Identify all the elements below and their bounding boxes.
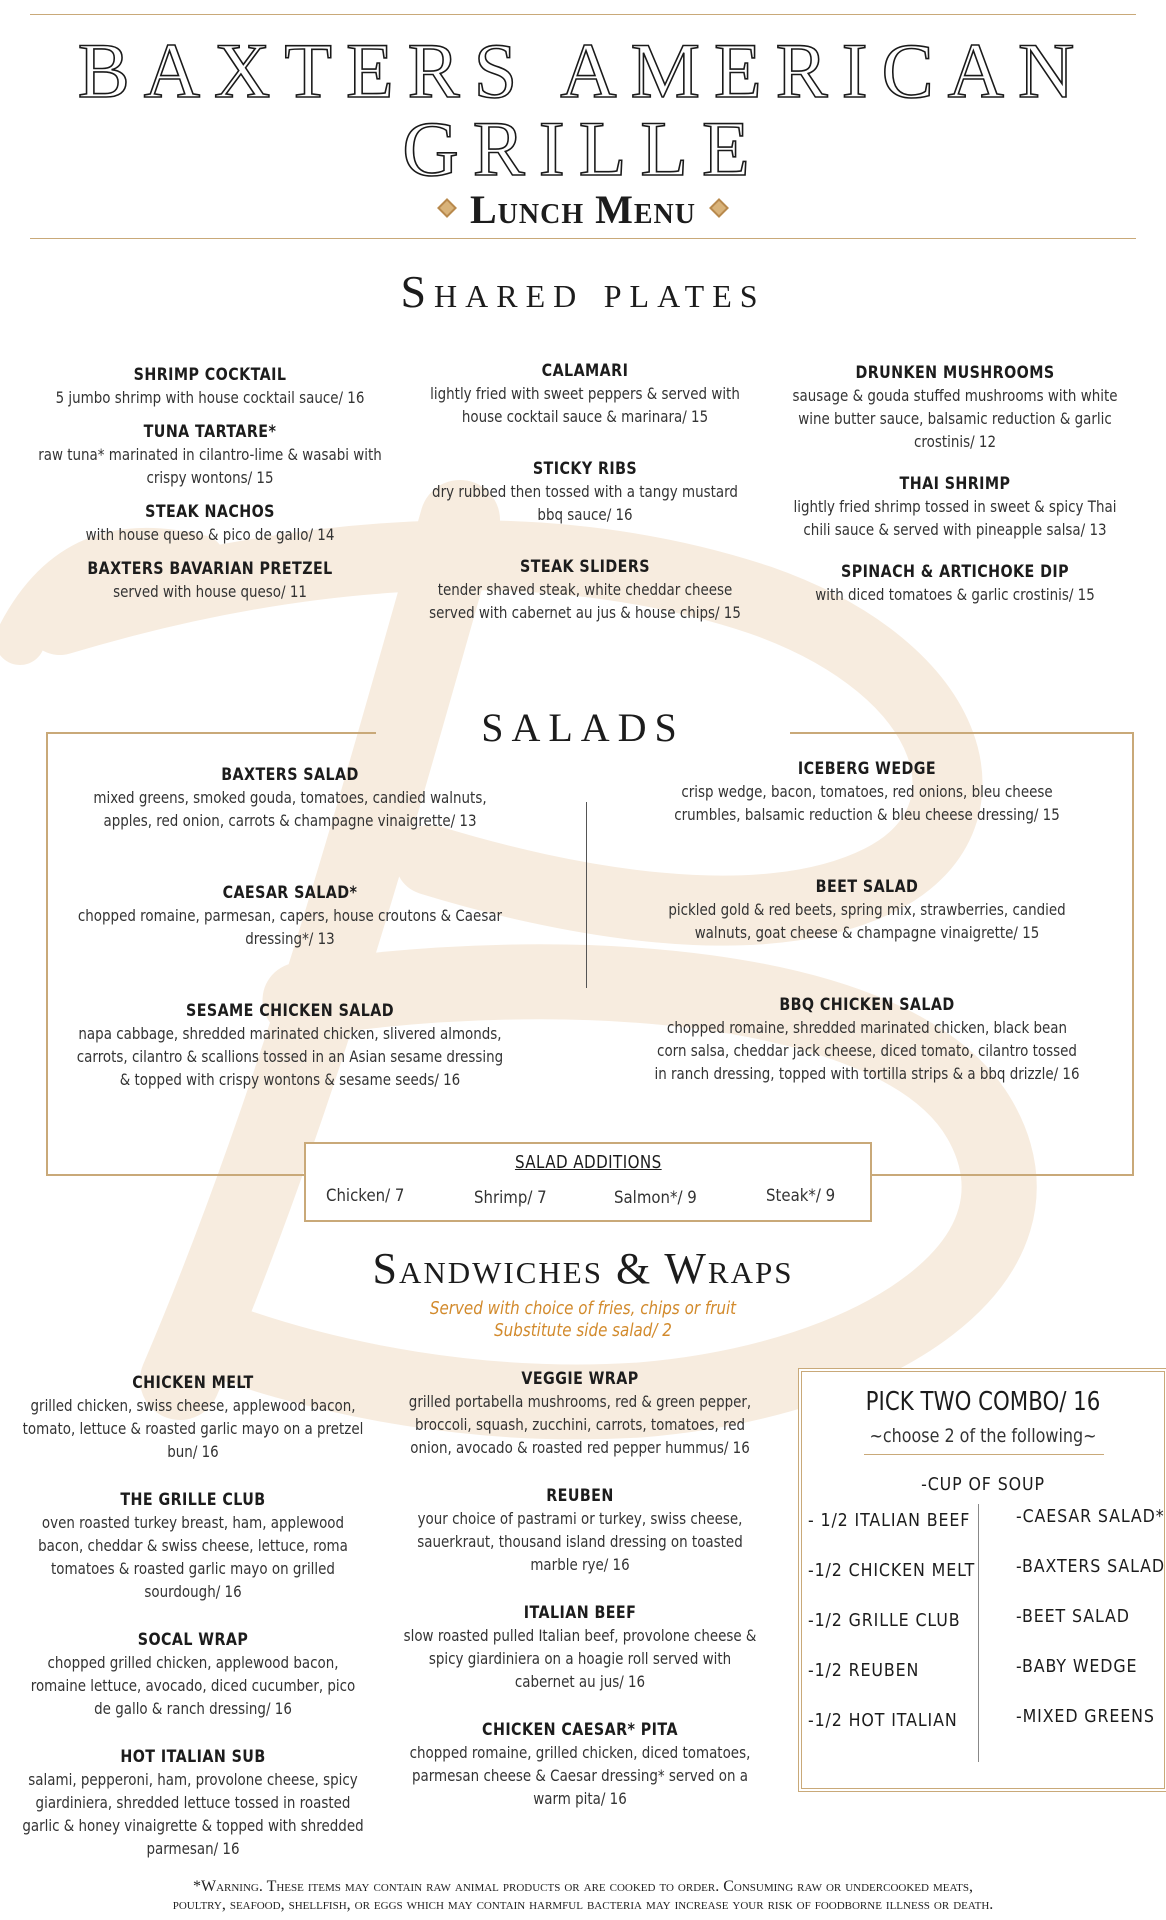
shared-plates-col1 — [40, 364, 380, 603]
pick-two-combo-box — [798, 1368, 1166, 1792]
salad-additions-heading: SALAD ADDITIONS — [514, 1152, 662, 1173]
header-rule — [30, 238, 1136, 239]
menu-item-spinach-artichoke-dip: SPINACH & ARTICHOKE DIP with diced tomatoes & garlic crostinis/ 15 — [815, 562, 1095, 604]
menu-item-steak-nachos: STEAK NACHOS with house queso & pico de gallo/ 14 — [85, 502, 335, 544]
menu-item-veggie-wrap: VEGGIE WRAP grilled portabella mushrooms, red & green pepper, broccoli, squash, zucchini, carrots, tomatoes, red onion, avocado & roasted red pepper hummus/ 16 — [408, 1369, 752, 1457]
menu-item-caesar-salad: CAESAR SALAD* chopped romaine, parmesan, capers, house croutons & Caesar dressing*/ 13 — [77, 883, 503, 948]
salads-divider — [586, 802, 587, 988]
menu-item-grille-club: THE GRILLE CLUB oven roasted turkey breast, ham, applewood bacon, cheddar & swiss cheese, lettuce, roma tomatoes & roasted garlic mayo on grilled sourdough/ 16 — [38, 1490, 348, 1601]
diamond-icon — [437, 198, 457, 218]
shared-plates-heading: Shared plates — [400, 266, 766, 317]
menu-item-sticky-ribs: STICKY RIBS dry rubbed then tossed with a tangy mustard bbq sauce/ 16 — [432, 459, 738, 524]
salads-heading: SALADS — [481, 705, 685, 750]
combo-option-italian-beef: - 1/2 ITALIAN BEEF — [808, 1510, 971, 1531]
menu-item-bavarian-pretzel: BAXTERS BAVARIAN PRETZEL served with house queso/ 11 — [87, 559, 333, 601]
menu-item-beet-salad: BEET SALAD pickled gold & red beets, spring mix, strawberries, candied walnuts, goat cheese & champagne vinaigrette/ 15 — [668, 877, 1066, 942]
sandwiches-col1 — [22, 1372, 364, 1860]
shared-plates-col2 — [430, 360, 740, 624]
shared-plates-col3 — [792, 362, 1118, 606]
sandwiches-note-substitute: Substitute side salad/ 2 — [494, 1320, 672, 1341]
menu-item-chicken-caesar-pita: CHICKEN CAESAR* PITA chopped romaine, grilled chicken, diced tomatoes, parmesan cheese & Caesar dressing* served on a warm pita/ 16 — [409, 1720, 751, 1808]
menu-item-socal-wrap: SOCAL WRAP chopped grilled chicken, applewood bacon, romaine lettuce, avocado, diced cucumber, pico de gallo & ranch dressing/ 16 — [30, 1630, 356, 1718]
menu-item-shrimp-cocktail: SHRIMP COCKTAIL 5 jumbo shrimp with house cocktail sauce/ 16 — [55, 365, 365, 407]
menu-item-iceberg-wedge: ICEBERG WEDGE crisp wedge, bacon, tomatoes, red onions, bleu cheese crumbles, balsamic reduction & bleu cheese dressing/ 15 — [674, 759, 1060, 824]
sandwiches-heading: Sandwiches & Wraps — [372, 1244, 794, 1293]
menu-item-baxters-salad: BAXTERS SALAD mixed greens, smoked gouda, tomatoes, candied walnuts, apples, red onion, carrots & champagne vinaigrette/ 13 — [93, 765, 487, 830]
sandwiches-col2 — [403, 1368, 757, 1810]
combo-option-mixed-greens: -MIXED GREENS — [1016, 1706, 1155, 1727]
combo-option-caesar-salad: -CAESAR SALAD* — [1016, 1506, 1165, 1527]
menu-item-bbq-chicken-salad: BBQ CHICKEN SALAD chopped romaine, shredded marinated chicken, black bean corn salsa, cheddar jack cheese, diced tomato, cilantro tossed in ranch dressing, topped with tortilla strips & a bbq drizzle/ 16 — [654, 995, 1080, 1083]
salads-left-col — [70, 764, 510, 1091]
diamond-icon — [709, 198, 729, 218]
menu-item-italian-beef: ITALIAN BEEF slow roasted pulled Italian beef, provolone cheese & spicy giardiniera on a hoagie roll served with cabernet au jus/ 16 — [403, 1603, 757, 1691]
menu-item-sesame-chicken-salad: SESAME CHICKEN SALAD napa cabbage, shredded marinated chicken, slivered almonds, carrots, cilantro & scallions tossed in an Asian sesame dressing & topped with crispy wontons & sesame seeds/ 16 — [76, 1001, 504, 1089]
menu-item-hot-italian-sub: HOT ITALIAN SUB salami, pepperoni, ham, provolone cheese, spicy giardiniera, shredded lettuce tossed in roasted garlic & honey vinaigrette & topped with shredded parmesan/ 16 — [22, 1747, 364, 1858]
menu-item-drunken-mushrooms: DRUNKEN MUSHROOMS sausage & gouda stuffed mushrooms with white wine butter sauce, balsamic reduction & garlic crostinis/ 12 — [792, 363, 1118, 451]
combo-rule — [864, 1454, 1104, 1455]
combo-option-baby-wedge: -BABY WEDGE — [1016, 1656, 1138, 1677]
menu-item-reuben: REUBEN your choice of pastrami or turkey, swiss cheese, sauerkraut, thousand island dressing on toasted marble rye/ 16 — [417, 1486, 743, 1574]
combo-option-reuben: -1/2 REUBEN — [808, 1660, 920, 1681]
addition-shrimp: Shrimp/ 7 — [474, 1188, 547, 1208]
restaurant-name-line2: GRILLE — [402, 105, 764, 192]
restaurant-name-line1: BAXTERS AMERICAN — [77, 27, 1089, 114]
combo-soup: -CUP OF SOUP — [921, 1474, 1045, 1495]
menu-item-tuna-tartare: TUNA TARTARE* raw tuna* marinated in cilantro-lime & wasabi with crispy wontons/ 15 — [38, 422, 382, 487]
salad-additions-box — [304, 1142, 872, 1222]
menu-subtitle: Lunch Menu — [0, 188, 1166, 232]
addition-chicken: Chicken/ 7 — [326, 1186, 405, 1206]
combo-option-hot-italian: -1/2 HOT ITALIAN — [808, 1710, 958, 1731]
top-rule — [30, 14, 1136, 15]
addition-steak: Steak*/ 9 — [766, 1186, 836, 1206]
menu-item-calamari: CALAMARI lightly fried with sweet peppers & served with house cocktail sauce & marinara/ 15 — [430, 361, 740, 426]
combo-option-baxters-salad: -BAXTERS SALAD — [1016, 1556, 1165, 1577]
combo-subtitle: ~choose 2 of the following~ — [869, 1425, 1097, 1447]
warning-line1: *Warning. These items may contain raw animal products or are cooked to order. Consuming raw or undercooked meats, — [192, 1878, 974, 1895]
combo-option-chicken-melt: -1/2 CHICKEN MELT — [808, 1560, 976, 1581]
combo-option-grille-club: -1/2 GRILLE CLUB — [808, 1610, 961, 1631]
combo-option-beet-salad: -BEET SALAD — [1016, 1606, 1130, 1627]
addition-salmon: Salmon*/ 9 — [614, 1188, 697, 1208]
sandwiches-note-sides: Served with choice of fries, chips or fruit — [429, 1298, 737, 1319]
menu-item-steak-sliders: STEAK SLIDERS tender shaved steak, white cheddar cheese served with cabernet au jus & house chips/ 15 — [429, 557, 741, 622]
warning-line2: poultry, seafood, shellfish, or eggs which may contain harmful bacteria may increase your risk of foodborne illness or death. — [172, 1896, 994, 1913]
salads-right-col — [652, 758, 1082, 1085]
menu-item-thai-shrimp: THAI SHRIMP lightly fried shrimp tossed in sweet & spicy Thai chili sauce & served with pineapple salsa/ 13 — [793, 474, 1117, 539]
menu-item-chicken-melt: CHICKEN MELT grilled chicken, swiss cheese, applewood bacon, tomato, lettuce & roasted garlic mayo on a pretzel bun/ 16 — [22, 1373, 364, 1461]
combo-title: PICK TWO COMBO/ 16 — [865, 1387, 1101, 1417]
combo-divider — [978, 1504, 979, 1762]
